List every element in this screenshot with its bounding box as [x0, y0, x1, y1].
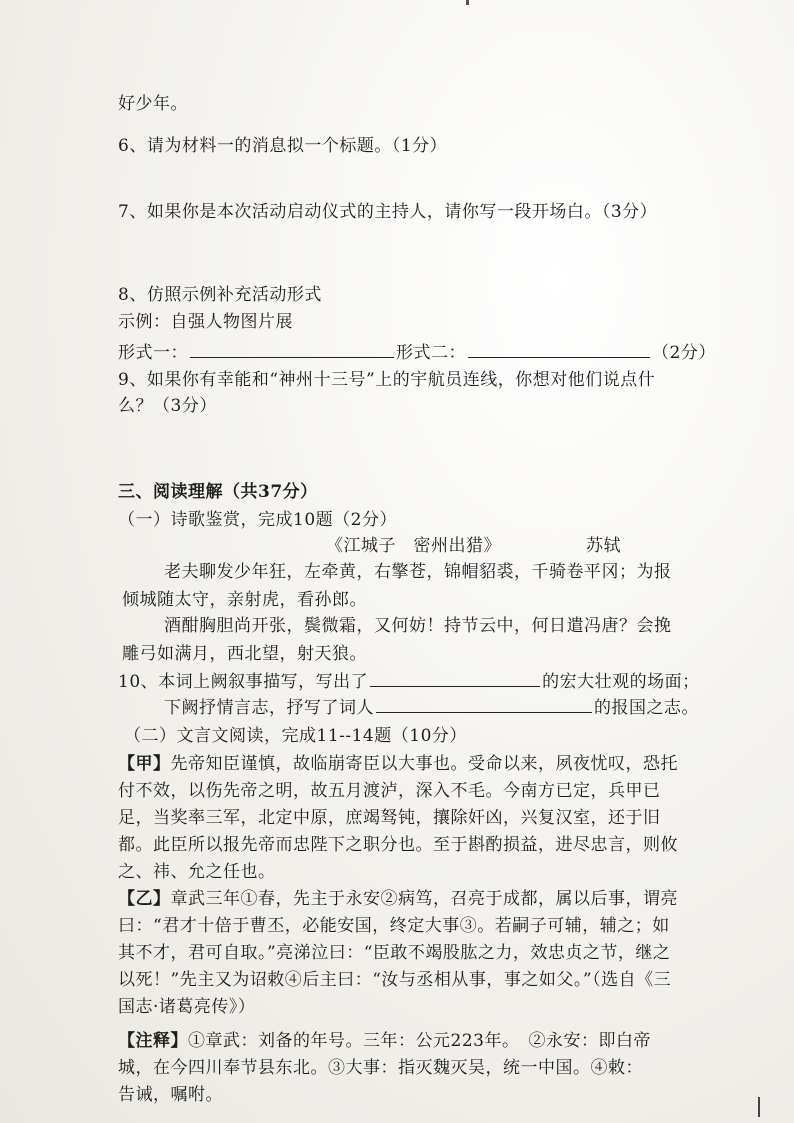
- passage-line: 付不效，以伤先帝之明，故五月渡泸，深入不毛。今南方已定，兵甲已: [118, 781, 661, 801]
- notes-line: [118, 1029, 651, 1053]
- question-10: [118, 670, 700, 694]
- question-6: 6、请为材料一的消息拟一个标题。（1分）: [118, 136, 448, 156]
- poem-line: 雕弓如满月，西北望，射天狼。: [122, 644, 367, 664]
- section-heading: 三、阅读理解（共37分）: [118, 482, 318, 502]
- notes-line: 城，在今四川奉节县东北。③大事：指灭魏灭吴，统一中国。④敕：: [118, 1058, 643, 1078]
- notes-line: 告诫，嘱咐。: [118, 1085, 223, 1105]
- scan-mark: [466, 0, 469, 5]
- subsection-heading: （一）诗歌鉴赏，完成10题（2分）: [118, 510, 397, 530]
- question-9: 9、如果你有幸能和“神州十三号”上的宇航员连线，你想对他们说点什: [118, 370, 656, 390]
- form-one-label: 形式一：: [118, 343, 188, 363]
- scan-mark: [758, 1097, 760, 1117]
- question-9-cont: 么？（3分）: [118, 396, 217, 416]
- poem-line: 倾城随太守，亲射虎，看孙郎。: [122, 590, 367, 610]
- q10-blank-2[interactable]: [376, 696, 592, 713]
- q10-text-2: 下阙抒情言志，抒写了词人: [164, 698, 374, 718]
- subsection-heading: （二）文言文阅读，完成11--14题（10分）: [124, 726, 467, 746]
- passage-line: 其不才，君可自取。”亮涕泣曰：“臣敢不竭股肱之力，效忠贞之节，继之: [118, 943, 671, 963]
- notes-label: 【注释】: [118, 1031, 188, 1051]
- passage-line: 都。此臣所以报先帝而忠陛下之职分也。至于斟酌损益，进尽忠言，则攸: [118, 835, 678, 855]
- passage-label: 【乙】: [118, 889, 171, 909]
- q10-blank-1[interactable]: [370, 670, 540, 687]
- poem-line: 酒酣胸胆尚开张，鬓微霜，又何妨！持节云中，何日遣冯唐？会挽: [164, 616, 672, 636]
- passage-line: 曰：“君才十倍于曹丕，必能安国，终定大事③。若嗣子可辅，辅之；如: [118, 916, 670, 936]
- poem-line: 老夫聊发少年狂，左牵黄，右擎苍，锦帽貂裘，千骑卷平冈；为报: [164, 562, 672, 582]
- passage-line: 之、祎、允之任也。: [118, 862, 276, 882]
- passage-text: 先帝知臣谨慎，故临崩寄臣以大事也。受命以来，夙夜忧叹，恐托: [170, 754, 678, 774]
- q10-text: 10、本词上阙叙事描写，写出了: [118, 672, 369, 692]
- form-two-blank[interactable]: [468, 341, 650, 358]
- passage-line: 国志·诸葛亮传》）: [118, 997, 256, 1017]
- passage-line: [118, 752, 678, 776]
- form-two-label: 形式二：: [396, 343, 466, 363]
- notes-text: ①章武：刘备的年号。三年：公元223年。 ②永安：即白帝: [188, 1031, 651, 1051]
- question-10-cont: [164, 696, 699, 720]
- passage-text: 章武三年①春，先主于永安②病笃，召亮于成都，属以后事，谓亮: [170, 889, 678, 909]
- form-line: [118, 341, 716, 365]
- passage-line: 以死！”先主又为诏敕④后主曰：“汝与丞相从事，事之如父。”（选自《三: [118, 970, 672, 990]
- q10-text-end: 的宏大壮观的场面；: [542, 672, 700, 692]
- poem-author: 苏轼: [586, 536, 621, 556]
- text-line: 好少年。: [118, 94, 188, 114]
- poem-title: 《江城子 密州出猎》: [326, 536, 501, 556]
- example-line: 示例：自强人物图片展: [118, 312, 293, 332]
- question-8: 8、仿照示例补充活动形式: [118, 285, 322, 305]
- form-score: （2分）: [652, 343, 716, 363]
- passage-line: 足，当奖率三军，北定中原，庶竭驽钝，攘除奸凶，兴复汉室，还于旧: [118, 808, 661, 828]
- question-7: 7、如果你是本次活动启动仪式的主持人，请你写一段开场白。（3分）: [118, 202, 658, 222]
- passage-line: [118, 887, 678, 911]
- q10-text-2-end: 的报国之志。: [594, 698, 699, 718]
- form-one-blank[interactable]: [190, 341, 394, 358]
- passage-label: 【甲】: [118, 754, 171, 774]
